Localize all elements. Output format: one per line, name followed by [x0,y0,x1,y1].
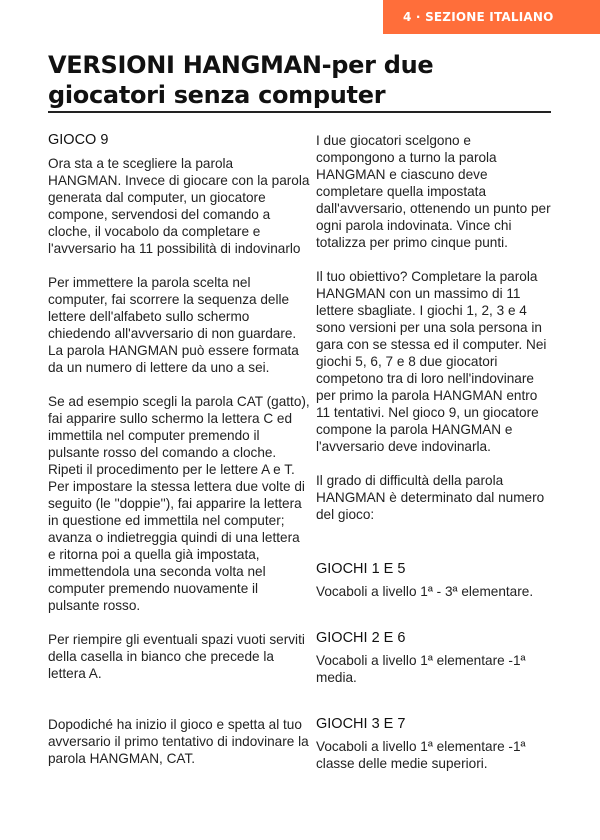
giochi-2-6-heading: GIOCHI 2 E 6 [316,630,406,646]
right-column [316,132,552,772]
right-paragraph-1: I due giocatori scelgono e compongono a turno la parola HANGMAN e ciascuno deve completare quella impostata dall'avversario, ottenendo un punto per ogni parola indovinata. Vince chi totalizza per primo cinque punti. [316,133,551,250]
giochi-3-7-heading: GIOCHI 3 E 7 [316,716,406,732]
section-tab: 4 · SEZIONE ITALIANO [383,0,600,34]
giochi-2-6-description: Vocaboli a livello 1ª elementare -1ª media. [316,653,526,685]
page-title [48,50,558,110]
right-paragraph-2: Il tuo obiettivo? Completare la parola HANGMAN con un massimo di 11 lettere sbagliate. I giochi 1, 2, 3 e 4 sono versioni per una sola persona in gara con se stessa ed il computer. Nei giochi 5, 6, 7 e 8 due giocatori competono tra di loro nell'indovinare per primo la parola HANGMAN entro 11 tentativi. Nel gioco 9, un giocatore compone la parola HANGMAN e l'avversario deve indovinarla. [316,269,547,454]
left-paragraph-4: Per riempire gli eventuali spazi vuoti serviti della casella in bianco che precede la lettera A. [48,632,305,681]
title-rule [48,111,551,113]
left-column [48,132,310,767]
giochi-3-7-description: Vocaboli a livello 1ª elementare -1ª classe delle medie superiori. [316,739,526,771]
giochi-1-5-description: Vocaboli a livello 1ª - 3ª elementare. [316,584,534,599]
title-line-2: giocatori senza computer [48,81,386,109]
left-paragraph-1: Ora sta a te scegliere la parola HANGMAN. Invece di giocare con la parola generata dal computer, un giocatore compone, servendosi del comando a cloche, il vocabolo da completare e l'avversario ha 11 possibilità di indovinarlo [48,156,310,256]
giochi-1-5-heading: GIOCHI 1 E 5 [316,561,406,577]
left-paragraph-5: Dopodiché ha inizio il gioco e spetta al tuo avversario il primo tentativo di indovinare la parola HANGMAN, CAT. [48,717,309,766]
left-paragraph-2: Per immettere la parola scelta nel computer, fai scorrere la sequenza delle lettere dell'alfabeto sullo schermo chiedendo all'avversario di non guardare. La parola HANGMAN può essere formata da un numero di lettere da uno a sei. [48,275,299,375]
right-paragraph-3: Il grado di difficultà della parola HANGMAN è determinato dal numero del gioco: [316,473,545,522]
title-line-1: VERSIONI HANGMAN-per due [48,51,434,79]
left-paragraph-3: Se ad esempio scegli la parola CAT (gatto), fai apparire sullo schermo la lettera C ed immettila nel computer premendo il pulsante rosso del comando a cloche. Ripeti il procedimento per le lettere A e T. Per impostare la stessa lettera due volte di seguito (le ''doppie''), fai apparire la lettera in questione ed immettila nel computer; avanza o indietreggia quindi di una lettera e ritorna poi a quella già impostata, immettendola una seconda volta nel computer premendo nuovamente il pulsante rosso. [48,394,310,613]
gioco9-heading: GIOCO 9 [48,132,109,148]
